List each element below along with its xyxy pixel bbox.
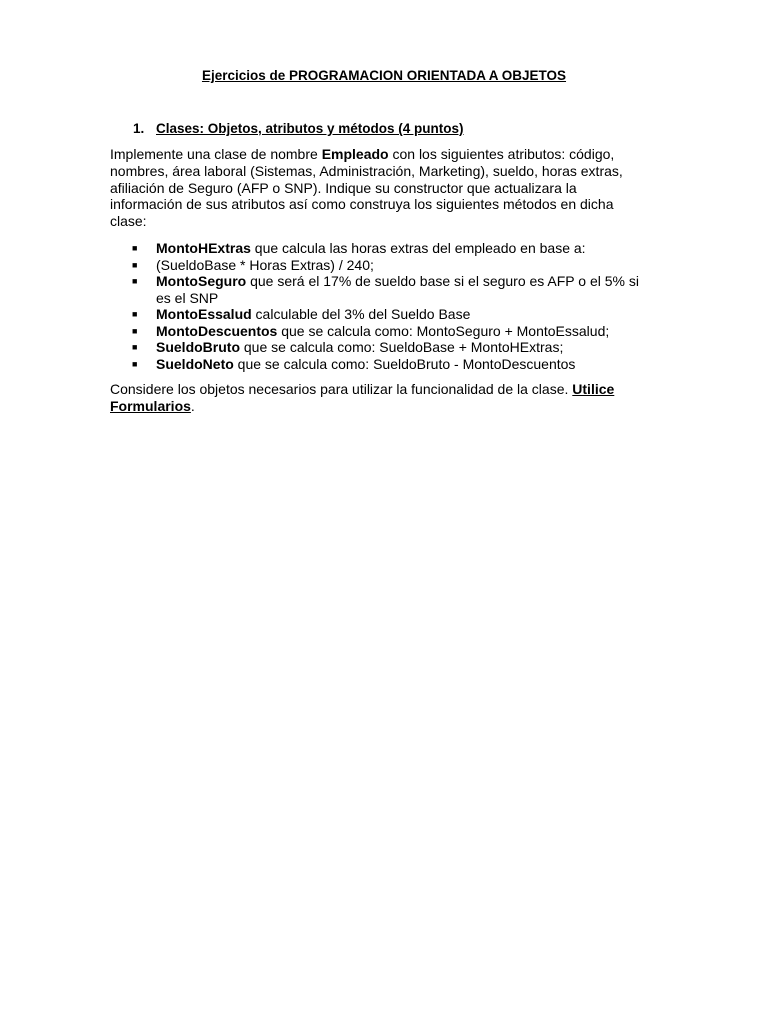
method-name: MontoEssalud	[156, 306, 252, 322]
method-description: (SueldoBase * Horas Extras) / 240;	[156, 256, 374, 273]
title-text: Ejercicios de PROGRAMACION ORIENTADA A OBJETOS	[201, 68, 567, 83]
intro-paragraph	[110, 146, 650, 230]
bullet-icon: ■	[132, 325, 138, 336]
list-item	[110, 339, 655, 356]
method-description: que será el 17% de sueldo base si el seguro es AFP o el 5% si es el SNP	[156, 273, 639, 306]
list-item	[110, 356, 655, 373]
bullet-icon: ■	[132, 259, 138, 270]
list-item	[110, 240, 655, 257]
forms-emphasis: Utilice Formularios	[110, 381, 615, 414]
list-item	[110, 306, 655, 323]
bullet-icon: ■	[132, 243, 138, 253]
methods-list	[110, 240, 655, 372]
closing-period: .	[190, 398, 195, 414]
document-title	[0, 68, 768, 83]
method-description: calculable del 3% del Sueldo Base	[251, 306, 471, 322]
list-item	[110, 323, 655, 340]
intro-text-after: con los siguientes atributos: código, nombres, área laboral (Sistemas, Administración, Marketing), sueldo, horas extras, afiliación de Seguro (AFP o SNP). Indique su constructor que actualizara la información de sus atributos así como construya los siguientes métodos en dicha clase:	[110, 146, 623, 230]
section-heading	[133, 121, 464, 136]
list-item	[110, 273, 655, 306]
method-description: que se calcula como: SueldoBruto - MontoDescuentos	[233, 355, 576, 372]
method-description: que se calcula como: MontoSeguro + MontoEssalud;	[277, 322, 610, 339]
bullet-icon: ■	[132, 342, 138, 352]
method-name: SueldoBruto	[156, 339, 240, 355]
section-title: Clases: Objetos, atributos y métodos (4 puntos)	[156, 121, 464, 136]
intro-text-before: Implemente una clase de nombre	[110, 146, 322, 162]
class-name: Empleado	[321, 146, 389, 162]
method-name: MontoDescuentos	[156, 322, 278, 339]
bullet-icon: ■	[132, 276, 138, 286]
method-name: SueldoNeto	[156, 355, 234, 372]
method-name: MontoHExtras	[156, 240, 251, 256]
method-description: que se calcula como: SueldoBase + MontoHExtras;	[240, 339, 564, 355]
bullet-icon: ■	[132, 309, 138, 319]
list-item	[110, 257, 655, 274]
method-description: que calcula las horas extras del empleado en base a:	[250, 240, 586, 256]
closing-text: Considere los objetos necesarios para utilizar la funcionalidad de la clase.	[110, 381, 573, 397]
section-number: 1.	[133, 121, 145, 136]
method-name: MontoSeguro	[156, 273, 247, 289]
closing-paragraph	[110, 381, 650, 415]
bullet-icon: ■	[132, 358, 138, 369]
